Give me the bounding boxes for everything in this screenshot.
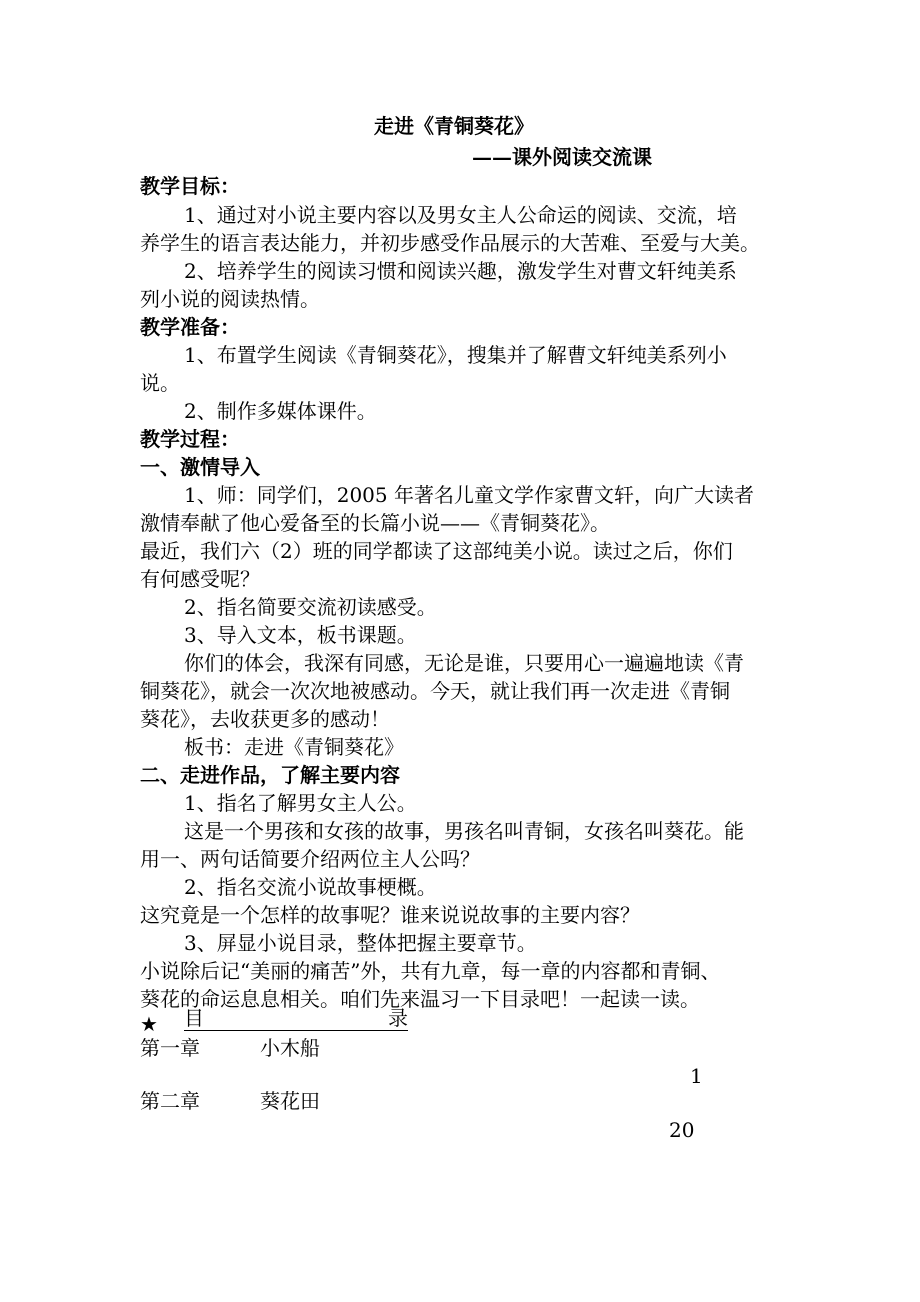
toc-chapter-name: 葵花田	[260, 1089, 320, 1113]
toc-heading	[140, 1006, 408, 1034]
paragraph-line: 1、指名了解男女主人公。	[184, 791, 417, 815]
paragraph-line: 3、屏显小说目录，整体把握主要章节。	[184, 931, 537, 955]
toc-heading-underline	[184, 1006, 408, 1031]
paragraph-line: 有何感受呢？	[140, 567, 260, 591]
toc-chapter-page: 20	[669, 1118, 695, 1142]
toc-chapter-page: 1	[690, 1064, 703, 1088]
paragraph-line: 1、通过对小说主要内容以及男女主人公命运的阅读、交流，培	[184, 203, 737, 227]
paragraph-line: 3、导入文本，板书课题。	[184, 623, 417, 647]
prep-heading: 教学准备：	[140, 315, 240, 339]
paragraph-line: 列小说的阅读热情。	[140, 287, 320, 311]
paragraph-line: 用一、两句话简要介绍两位主人公吗？	[140, 847, 480, 871]
paragraph-line: 2、培养学生的阅读习惯和阅读兴趣，激发学生对曹文轩纯美系	[184, 259, 737, 283]
toc-chapter-name: 小木船	[260, 1036, 320, 1060]
paragraph-line: 2、指名交流小说故事梗概。	[184, 875, 437, 899]
document-subtitle: ——课外阅读交流课	[472, 145, 652, 169]
part1-heading: 一、激情导入	[140, 455, 260, 479]
paragraph-line: 这究竟是一个怎样的故事呢？谁来说说故事的主要内容？	[140, 903, 640, 927]
paragraph-line: 养学生的语言表达能力，并初步感受作品展示的大苦难、至爱与大美。	[140, 231, 760, 255]
goals-heading: 教学目标：	[140, 174, 240, 198]
paragraph-line: 2、制作多媒体课件。	[184, 399, 377, 423]
paragraph-line: 小说除后记“美丽的痛苦”外，共有九章，每一章的内容都和青铜、	[140, 959, 721, 983]
paragraph-line: 你们的体会，我深有同感，无论是谁，只要用心一遍遍地读《青	[184, 651, 744, 675]
paragraph-line: 铜葵花》，就会一次次地被感动。今天，就让我们再一次走进《青铜	[140, 679, 730, 703]
paragraph-line: 激情奉献了他心爱备至的长篇小说——《青铜葵花》。	[140, 511, 610, 535]
paragraph-line: 1、布置学生阅读《青铜葵花》，搜集并了解曹文轩纯美系列小	[184, 343, 727, 367]
paragraph-line: 最近，我们六（2）班的同学都读了这部纯美小说。读过之后，你们	[140, 539, 733, 563]
paragraph-line: 板书：走进《青铜葵花》	[184, 735, 404, 759]
paragraph-line: 说。	[140, 371, 180, 395]
paragraph-line: 1、师：同学们，2005 年著名儿童文学作家曹文轩，向广大读者	[184, 483, 754, 507]
toc-heading-left: 目	[184, 1006, 204, 1030]
star-icon: ★	[140, 1012, 158, 1036]
toc-chapter-number: 第一章	[140, 1036, 200, 1060]
document-title: 走进《青铜葵花》	[374, 114, 534, 138]
paragraph-line: 这是一个男孩和女孩的故事，男孩名叫青铜，女孩名叫葵花。能	[184, 819, 744, 843]
process-heading: 教学过程：	[140, 427, 240, 451]
paragraph-line: 2、指名简要交流初读感受。	[184, 595, 437, 619]
part2-heading: 二、走进作品，了解主要内容	[140, 763, 400, 787]
toc-heading-right: 录	[388, 1006, 408, 1030]
paragraph-line: 葵花的命运息息相关。咱们先来温习一下目录吧！一起读一读。	[140, 987, 700, 1011]
toc-chapter-number: 第二章	[140, 1089, 200, 1113]
paragraph-line: 葵花》，去收获更多的感动！	[140, 707, 390, 731]
